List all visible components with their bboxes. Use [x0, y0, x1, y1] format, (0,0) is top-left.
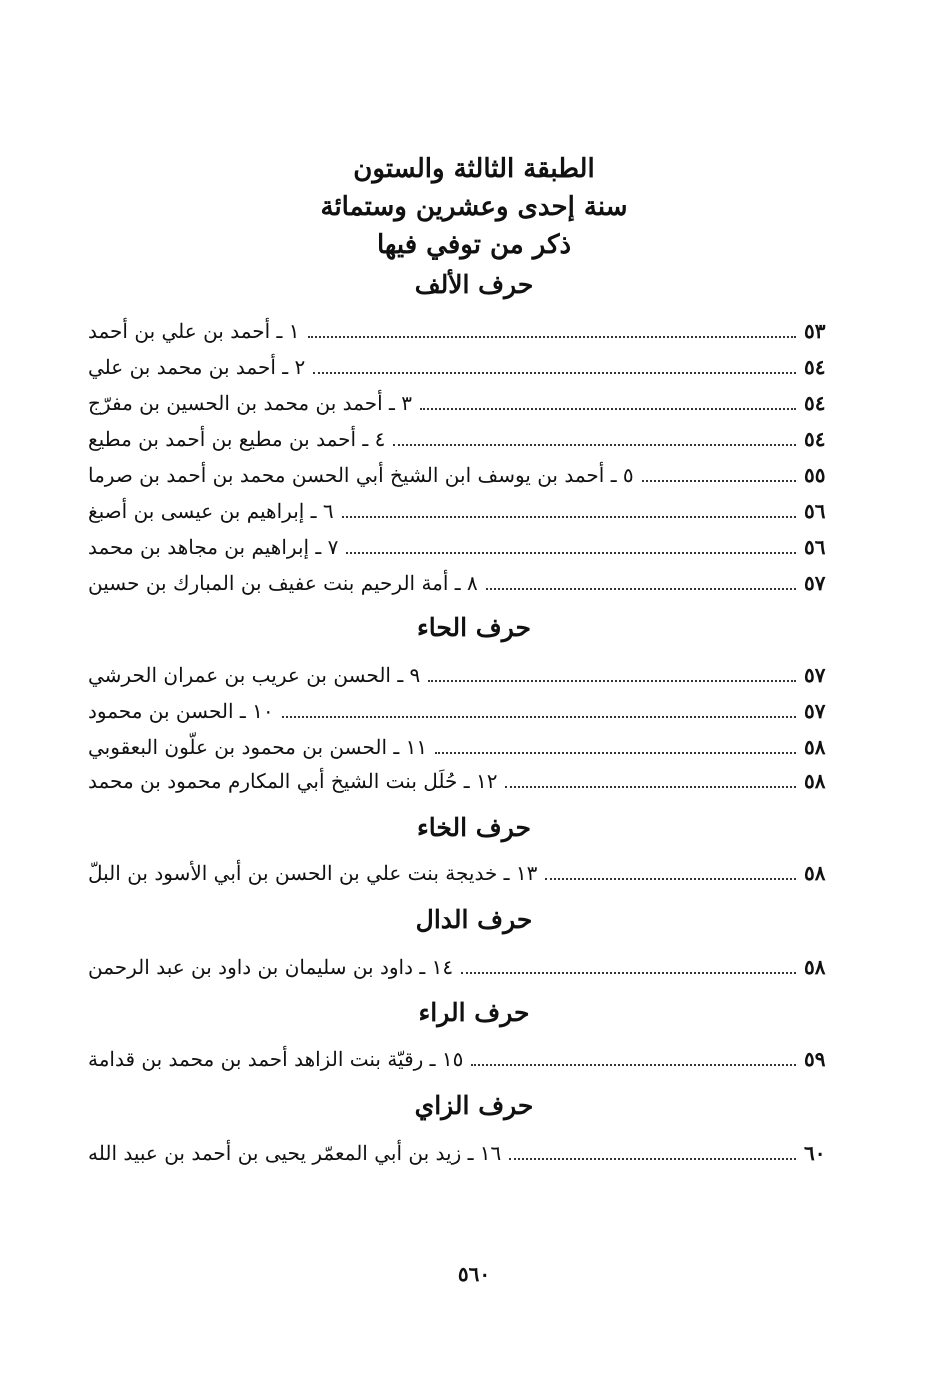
entry-page: ٥٧ [804, 699, 826, 723]
entry-page: ٥٩ [804, 1047, 826, 1071]
entry-title: ١٥ ـ رقيّة بنت الزاهد أحمد بن محمد بن قدامة [88, 1047, 464, 1071]
entry-page: ٥٨ [804, 861, 826, 885]
dot-leader [471, 1064, 796, 1066]
entry-title: ٣ ـ أحمد بن محمد بن الحسين بن مفرّج [88, 391, 412, 415]
entry-title: ٢ ـ أحمد بن محمد بن علي [88, 355, 306, 379]
entry-title: ١١ ـ الحسن بن محمود بن علّون البعقوبي [88, 735, 428, 759]
toc-entry [88, 1042, 838, 1076]
heading-line-1: الطبقة الثالثة والستون [353, 154, 595, 184]
dot-leader [486, 588, 796, 590]
toc-entry [88, 950, 838, 984]
entry-title: ٨ ـ أمة الرحيم بنت عفيف بن المبارك بن حسين [88, 571, 478, 595]
toc-entry [88, 494, 838, 528]
dot-leader [313, 372, 796, 374]
section-title-dal: حرف الدال [415, 905, 533, 934]
dot-leader [342, 516, 796, 518]
toc-entry [88, 314, 838, 348]
entry-page: ٥٣ [804, 319, 826, 343]
toc-entry [88, 1136, 838, 1170]
dot-leader [545, 878, 796, 880]
dot-leader [346, 552, 796, 554]
entry-title: ١٣ ـ خديجة بنت علي بن الحسن بن أبي الأسود بن البلّ [88, 861, 538, 885]
entry-page: ٥٦ [804, 499, 826, 523]
entry-title: ٥ ـ أحمد بن يوسف ابن الشيخ أبي الحسن محمد بن أحمد بن صرما [88, 463, 634, 487]
toc-entry [88, 350, 838, 384]
entry-title: ١٠ ـ الحسن بن محمود [88, 699, 274, 723]
dot-leader [509, 1158, 796, 1160]
toc-entry [88, 530, 838, 564]
heading-line-3: ذكر من توفي فيها [376, 230, 572, 260]
dot-leader [505, 786, 796, 788]
entry-page: ٥٨ [804, 955, 826, 979]
entry-page: ٥٧ [804, 571, 826, 595]
toc-entry [88, 764, 838, 798]
dot-leader [428, 680, 796, 682]
entry-title: ٧ ـ إبراهيم بن مجاهد بن محمد [88, 535, 339, 559]
entry-page: ٦٠ [804, 1141, 826, 1165]
section-title-zay: حرف الزاي [414, 1091, 534, 1120]
entry-page: ٥٨ [804, 735, 826, 759]
dot-leader [282, 716, 796, 718]
entry-title: ١٤ ـ داود بن سليمان بن داود بن عبد الرحمن [88, 955, 454, 979]
toc-entry [88, 566, 838, 600]
entry-page: ٥٧ [804, 663, 826, 687]
page-number: ٥٦٠ [457, 1262, 491, 1286]
chapter-heading [0, 150, 948, 264]
entry-page: ٥٤ [804, 355, 826, 379]
dot-leader [435, 752, 796, 754]
heading-line-2: سنة إحدى وعشرين وستمائة [320, 192, 628, 222]
toc-entry [88, 458, 838, 492]
toc-entry [88, 694, 838, 728]
entry-page: ٥٦ [804, 535, 826, 559]
dot-leader [420, 408, 796, 410]
toc-entry [88, 856, 838, 890]
section-title-khaa: حرف الخاء [417, 813, 531, 842]
section-title-raa: حرف الراء [418, 998, 530, 1027]
section-title-haa: حرف الحاء [417, 613, 531, 642]
entry-page: ٥٤ [804, 427, 826, 451]
entry-title: ١ ـ أحمد بن علي بن أحمد [88, 319, 300, 343]
toc-entry [88, 422, 838, 456]
dot-leader [461, 972, 796, 974]
dot-leader [393, 444, 796, 446]
entry-title: ٩ ـ الحسن بن عريب بن عمران الحرشي [88, 663, 421, 687]
entry-page: ٥٥ [804, 463, 826, 487]
entry-title: ١٢ ـ حُلَل بنت الشيخ أبي المكارم محمود بن محمد [88, 769, 498, 793]
dot-leader [308, 336, 796, 338]
entry-title: ٤ ـ أحمد بن مطيع بن أحمد بن مطيع [88, 427, 386, 451]
section-title-alif: حرف الألف [414, 270, 534, 299]
entry-title: ٦ ـ إبراهيم بن عيسى بن أصبغ [88, 499, 334, 523]
entry-title: ١٦ ـ زيد بن أبي المعمّر يحيى بن أحمد بن عبيد الله [88, 1141, 502, 1165]
entry-page: ٥٤ [804, 391, 826, 415]
toc-entry [88, 730, 838, 764]
toc-entry [88, 658, 838, 692]
entry-page: ٥٨ [804, 769, 826, 793]
toc-entry [88, 386, 838, 420]
dot-leader [642, 480, 796, 482]
